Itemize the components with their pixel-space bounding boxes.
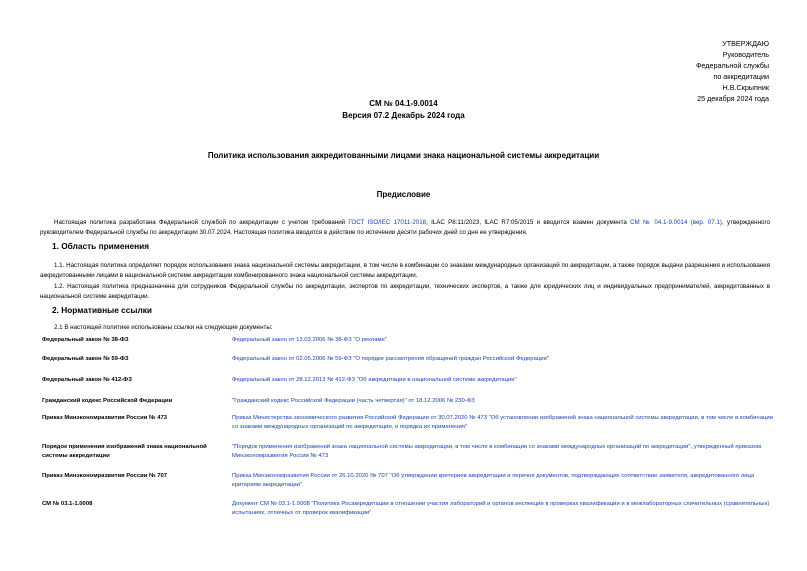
section1-heading: 1. Область применения	[52, 241, 150, 251]
reference-name: Федеральный закон № 59-ФЗ	[42, 356, 129, 362]
approval-line: по аккредитации	[713, 72, 769, 81]
reference-name: СМ № 03.1-1.0008	[42, 501, 93, 507]
foreword-text: Настоящая политика разработана Федеральной службой по аккредитации с учетом требований	[54, 219, 349, 226]
reference-name: Приказ Минэкономразвития России № 707	[42, 473, 168, 479]
foreword-paragraph	[40, 218, 770, 237]
document-title: Политика использования аккредитованными лицами знака национальной системы аккредитации	[207, 151, 600, 160]
document-number: СМ № 04.1-9.0014	[369, 99, 438, 108]
section1-paragraph-2: 1.2. Настоящая политика предназначена для сотрудников Федеральной службы по аккредитации, экспертов по аккредитации, технических экспертов, а также для юридических лиц и индивидуальных предпринимателей, аккредитованных в национальной системе аккредитации.	[40, 283, 770, 300]
approval-block	[696, 38, 769, 104]
reference-name: Порядок применения изображений знака национальной системы аккредитации	[42, 444, 207, 459]
approval-line: УТВЕРЖДАЮ	[722, 39, 769, 48]
reference-name: Гражданский кодекс Российской Федерации	[42, 398, 173, 404]
reference-name: Приказ Минэкономразвития России № 473	[42, 415, 168, 421]
reference-name: Федеральный закон № 412-ФЗ	[42, 377, 132, 383]
approval-line: Н.В.Скрыпник	[722, 83, 769, 92]
foreword-text: , ILAC P8:11/2023, ILAC R7:05/2015 и вводится взамен документа	[426, 219, 631, 226]
reference-link[interactable]: Документ СМ № 03.1-1.0008 "Политика Росаккредитации в отношении участия лабораторий и органов инспекции в проверках квалификации и в межлабораторных сличительных (сравнительных) испытаниях, отличных от проверок квалификации"	[232, 501, 770, 516]
previous-version-link[interactable]: СМ № 04.1-9.0014 (вер. 07.1)	[630, 219, 722, 226]
reference-link[interactable]: Приказ Минэкономразвития России от 26.10.2020 № 707 "Об утверждении критериев аккредитации и перечня документов, подтверждающих соответствие заявителя, аккредитованного лица критериям аккредитации"	[232, 473, 755, 488]
section1-paragraph-1: 1.1. Настоящая политика определяет порядок использования знака национальной системы аккредитации, в том числе в комбинации со знаками международных организаций по аккредитации, а также порядок выдачи разрешения и использования аккредитованными лицами в национальной системе аккредитации комбинированного знака национальной системы аккредитации.	[40, 262, 770, 279]
document-header	[0, 98, 807, 122]
approval-line: Федеральной службы	[695, 61, 769, 70]
document-version: Версия 07.2 Декабрь 2024 года	[342, 111, 465, 120]
reference-link[interactable]: Приказ Министерства экономического развития Российской Федерации от 30.07.2020 № 473 "Об установлении изображений знака национальной системы аккредитации, в том числе в комбинации со знаками международных организаций по аккредитации, и порядка их применения"	[232, 415, 773, 430]
reference-link[interactable]: "Порядок применения изображений знака национальной системы аккредитации, в том числе в комбинации со знаками международных организаций по аккредитации", утвержденный приказом Минэкономразвития России № 473	[232, 444, 761, 459]
reference-link[interactable]: "Гражданский кодекс Российской Федерации (часть четвертая)" от 18.12.2006 № 230-ФЗ	[232, 398, 475, 404]
gost-link[interactable]: ГОСТ ISO/IEC 17011-2018	[348, 219, 427, 226]
reference-link[interactable]: Федеральный закон от 02.05.2006 № 59-ФЗ "О порядке рассмотрения обращений граждан Российской Федерации"	[232, 356, 549, 362]
reference-link[interactable]: Федеральный закон от 13.03.2006 № 38-ФЗ "О рекламе"	[232, 337, 387, 343]
references-intro: 2.1 В настоящей политике использованы ссылки на следующие документы:	[54, 324, 273, 331]
foreword-heading: Предисловие	[376, 190, 431, 199]
foreword-text: , утвержденного руководителем Федеральной службы по аккредитации 30.07.2024. Настоящая политика вводится в действие по истечении десяти рабочих дней со дня ее утверждения.	[40, 219, 771, 236]
reference-link[interactable]: Федеральный закон от 28.12.2013 № 412-ФЗ "Об аккредитации в национальной системе аккредитации"	[232, 377, 517, 383]
approval-line: 25 декабря 2024 года	[697, 94, 769, 103]
section2-heading: 2. Нормативные ссылки	[52, 305, 153, 315]
approval-line: Руководитель	[722, 50, 769, 59]
reference-name: Федеральный закон № 38-ФЗ	[42, 337, 129, 343]
